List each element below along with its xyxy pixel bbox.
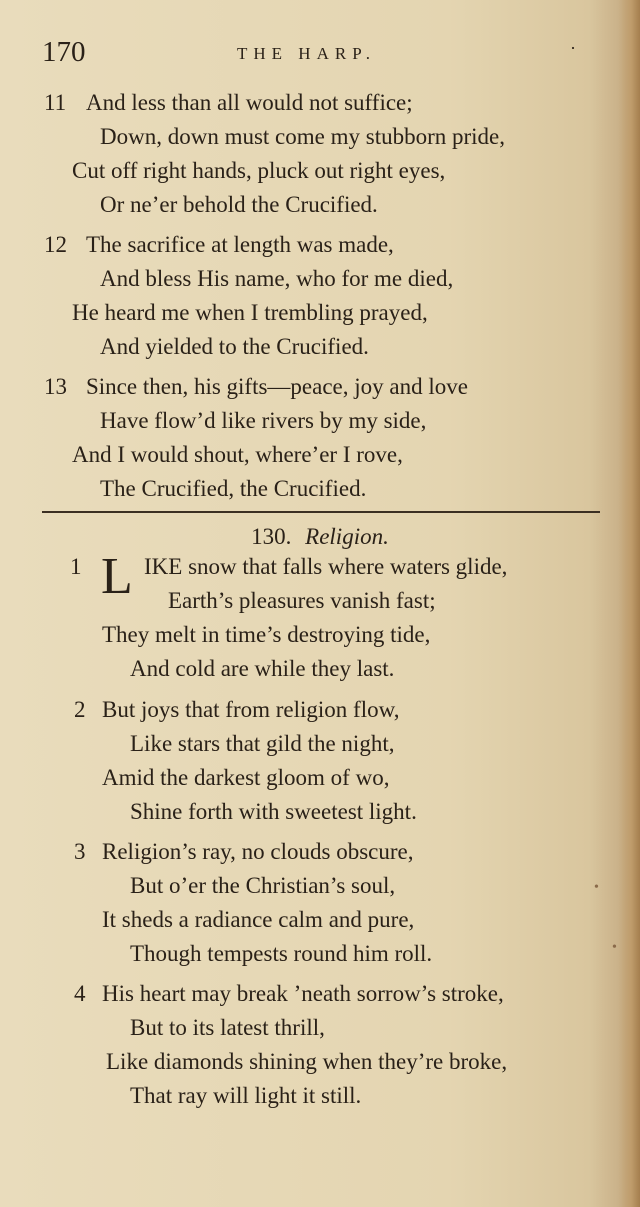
verse-line: His heart may break ’neath sorrow’s stroke, <box>102 981 504 1006</box>
paper-speck: • <box>594 880 599 895</box>
verse-line: But to its latest thrill, <box>130 1015 325 1040</box>
hymn-name: Religion. <box>305 524 389 549</box>
page-header <box>42 36 602 76</box>
verse-line: And less than all would not suffice; <box>86 90 413 115</box>
verse-line: IKE snow that falls where waters glide, <box>144 554 508 579</box>
page-number: 170 <box>42 36 86 68</box>
stanza-number: 11 <box>44 90 67 115</box>
verse-line: Like diamonds shining when they’re broke, <box>106 1049 508 1074</box>
page-edge-shadow <box>618 0 640 1207</box>
verse-line: But o’er the Christian’s soul, <box>130 873 396 898</box>
verse-line: The sacrifice at length was made, <box>86 232 394 257</box>
verse-line: And yielded to the Crucified. <box>100 334 369 359</box>
section-divider <box>42 511 600 513</box>
verse-line: Down, down must come my stubborn pride, <box>100 124 506 149</box>
verse-line: Cut off right hands, pluck out right eyes, <box>72 158 446 183</box>
stanza-number: 1 <box>70 554 82 579</box>
verse-line: And bless His name, who for me died, <box>100 266 454 291</box>
stanza-number: 12 <box>44 232 67 257</box>
paper-speck: • <box>612 940 617 955</box>
verse-line: And cold are while they last. <box>130 656 395 681</box>
hymn-title <box>0 522 640 552</box>
verse-line: Earth’s pleasures vanish fast; <box>168 588 436 613</box>
verse-line: Like stars that gild the night, <box>130 731 395 756</box>
running-head: THE HARP. <box>237 44 377 63</box>
verse-line: And I would shout, where’er I rove, <box>72 442 403 467</box>
verse-line: But joys that from religion flow, <box>102 697 400 722</box>
verse-line: Shine forth with sweetest light. <box>130 799 417 824</box>
verse-line: Amid the darkest gloom of wo, <box>102 765 390 790</box>
drop-cap: L <box>101 548 133 605</box>
verse-line: Religion’s ray, no clouds obscure, <box>102 839 414 864</box>
verse-line: The Crucified, the Crucified. <box>100 476 367 501</box>
verse-line: He heard me when I trembling prayed, <box>72 300 428 325</box>
verse-line: Have flow’d like rivers by my side, <box>100 408 427 433</box>
hymn-number: 130. <box>251 524 292 549</box>
stanza-number: 13 <box>44 374 67 399</box>
stanza-number: 3 <box>74 839 86 864</box>
verse-line: Though tempests round him roll. <box>130 941 433 966</box>
verse-line: They melt in time’s destroying tide, <box>102 622 431 647</box>
header-mark: · <box>570 38 576 58</box>
stanza-number: 2 <box>74 697 86 722</box>
verse-line: It sheds a radiance calm and pure, <box>102 907 415 932</box>
verse-line: Since then, his gifts—peace, joy and love <box>86 374 468 399</box>
stanza-number: 4 <box>74 981 86 1006</box>
verse-line: That ray will light it still. <box>130 1083 362 1108</box>
verse-line: Or ne’er behold the Crucified. <box>100 192 378 217</box>
